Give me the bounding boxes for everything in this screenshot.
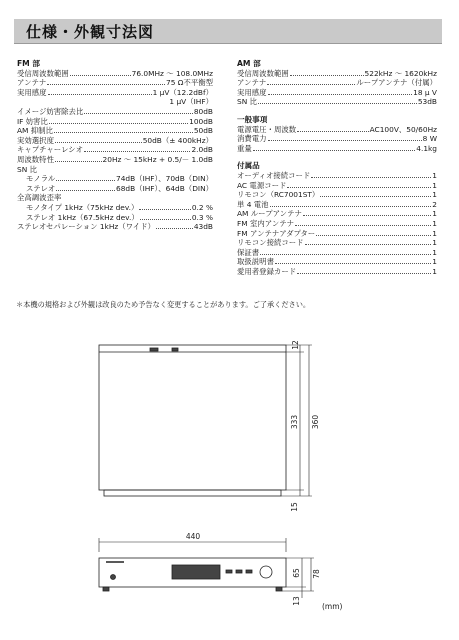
spec-value: 1 <box>432 190 437 200</box>
spec-value: 1 <box>432 218 437 228</box>
spec-value: 1 <box>432 228 437 238</box>
spec-label: モノラル <box>26 174 56 184</box>
spec-label: 受信周波数範囲 <box>237 68 289 78</box>
spec-value: 1 μV（12.2dBf） <box>152 87 213 97</box>
front-view-power-button <box>111 575 116 580</box>
top-view-outline <box>99 345 286 490</box>
spec-label: リモコン（RC7001ST） <box>237 190 320 200</box>
spec-value: 74dB（IHF）、70dB（DIN） <box>116 174 213 184</box>
spec-value: 0.3 % <box>191 212 213 222</box>
spec-value: 2 <box>432 199 437 209</box>
spec-value: ループアンテナ（付属） <box>356 78 437 88</box>
front-view-foot-right <box>276 587 282 591</box>
spec-label: 重量 <box>237 143 252 153</box>
front-view-button <box>246 570 252 573</box>
spec-label: キャプチャーレシオ <box>17 145 83 155</box>
front-view-foot-left <box>103 587 109 591</box>
spec-label: 実用感度 <box>237 87 267 97</box>
spec-value: 1 <box>432 257 437 267</box>
unit-label: (mm) <box>322 602 343 611</box>
top-view <box>99 345 286 496</box>
spec-value: 68dB（IHF）、64dB（DIN） <box>116 183 213 193</box>
spec-label: アンテナ <box>237 78 267 88</box>
spec-label: イメージ妨害除去比 <box>17 106 84 116</box>
spec-label: FM アンテナアダプター <box>237 228 316 238</box>
spec-label: FM 室内アンテナ <box>237 218 295 228</box>
dim-height-total: 78 <box>312 569 321 579</box>
spec-value: 100dB <box>189 116 213 126</box>
spec-label: リモコン接続コード <box>237 238 304 248</box>
spec-value: 1 <box>432 209 437 219</box>
dim-height-body: 65 <box>292 568 301 578</box>
spec-label: AM 抑制比 <box>17 126 53 136</box>
spec-label: 実効選択度 <box>17 135 54 145</box>
dim-top-depth: 12 <box>291 340 300 350</box>
spec-value: 1 <box>432 238 437 248</box>
spec-label: 取扱説明書 <box>237 257 274 267</box>
spec-value: 2.0dB <box>191 145 213 155</box>
spec-label: 愛用者登録カード <box>237 266 297 276</box>
spec-value: 80dB <box>193 106 213 116</box>
front-view-button <box>236 570 242 573</box>
dim-width: 440 <box>185 532 201 541</box>
top-view-feature <box>150 348 158 351</box>
spec-subheading: SN 比 <box>17 164 37 174</box>
spec-label: AC 電源コード <box>237 180 287 190</box>
spec-label: ステレオセパレーション 1kHz（ワイド） <box>17 222 155 232</box>
am-section-header: AM 部 <box>237 59 261 68</box>
spec-value: AC100V、50/60Hz <box>369 124 437 134</box>
front-view-display <box>172 565 220 579</box>
spec-value: 75 Ω不平衡型 <box>166 78 213 88</box>
spec-value: 4.1kg <box>416 143 437 153</box>
dim-foot: 13 <box>292 596 301 606</box>
spec-label: モノタイプ 1kHz（75kHz dev.） <box>26 202 139 212</box>
spec-value: 1 <box>432 170 437 180</box>
spec-value: 8 W <box>422 134 437 144</box>
spec-label: アンテナ <box>17 78 47 88</box>
spec-label: 電源電圧・周波数 <box>237 124 297 134</box>
dim-rear-depth: 15 <box>290 502 299 512</box>
spec-label: IF 妨害比 <box>17 116 48 126</box>
spec-value: 20Hz ～ 15kHz + 0.5/－ 1.0dB <box>102 154 213 164</box>
spec-value: 43dB <box>193 222 213 232</box>
spec-subheading: 全高調波歪率 <box>17 193 62 203</box>
front-view-knob <box>260 566 272 578</box>
spec-value: 1 <box>432 247 437 257</box>
front-view-button <box>226 570 232 573</box>
fm-section-header: FM 部 <box>17 59 40 68</box>
spec-label: SN 比 <box>237 97 257 107</box>
spec-value: 53dB <box>417 97 437 107</box>
spec-label: ステレオ <box>26 183 56 193</box>
disclaimer-note: ＊本機の規格および外観は改良のため予告なく変更することがあります。ご了承ください。 <box>16 300 311 309</box>
dim-body-depth: 333 <box>290 414 299 430</box>
spec-value: 1 <box>432 266 437 276</box>
accessories-section-header: 付属品 <box>237 161 260 171</box>
spec-label: 消費電力 <box>237 134 267 144</box>
spec-label: AM ループアンテナ <box>237 209 302 219</box>
front-view <box>99 558 286 591</box>
page-title: 仕様・外観寸法図 <box>26 23 155 41</box>
spec-value: 76.0MHz ～ 108.0MHz <box>131 68 213 78</box>
spec-value: 50dB <box>193 126 213 136</box>
spec-label: 周波数特性 <box>17 154 54 164</box>
dim-total-depth: 360 <box>311 414 320 430</box>
spec-label: 実用感度 <box>17 87 47 97</box>
general-section-header: 一般事項 <box>237 114 268 124</box>
spec-value-continuation: 1 μV（IHF） <box>169 97 213 107</box>
spec-value: 18 μ V <box>413 87 437 97</box>
spec-value: 50dB（± 400kHz） <box>142 135 213 145</box>
spec-label: 受信周波数範囲 <box>17 68 69 78</box>
spec-value: 0.2 % <box>191 202 213 212</box>
spec-label: 保証書 <box>237 247 260 257</box>
top-view-rear-panel <box>104 490 281 496</box>
top-view-feature <box>172 348 178 351</box>
spec-label: ステレオ 1kHz（67.5kHz dev.） <box>26 212 139 222</box>
spec-value: 522kHz ～ 1620kHz <box>364 68 437 78</box>
spec-label: 単 4 電池 <box>237 199 269 209</box>
spec-value: 1 <box>432 180 437 190</box>
spec-label: オーディオ接続コード <box>237 170 311 180</box>
